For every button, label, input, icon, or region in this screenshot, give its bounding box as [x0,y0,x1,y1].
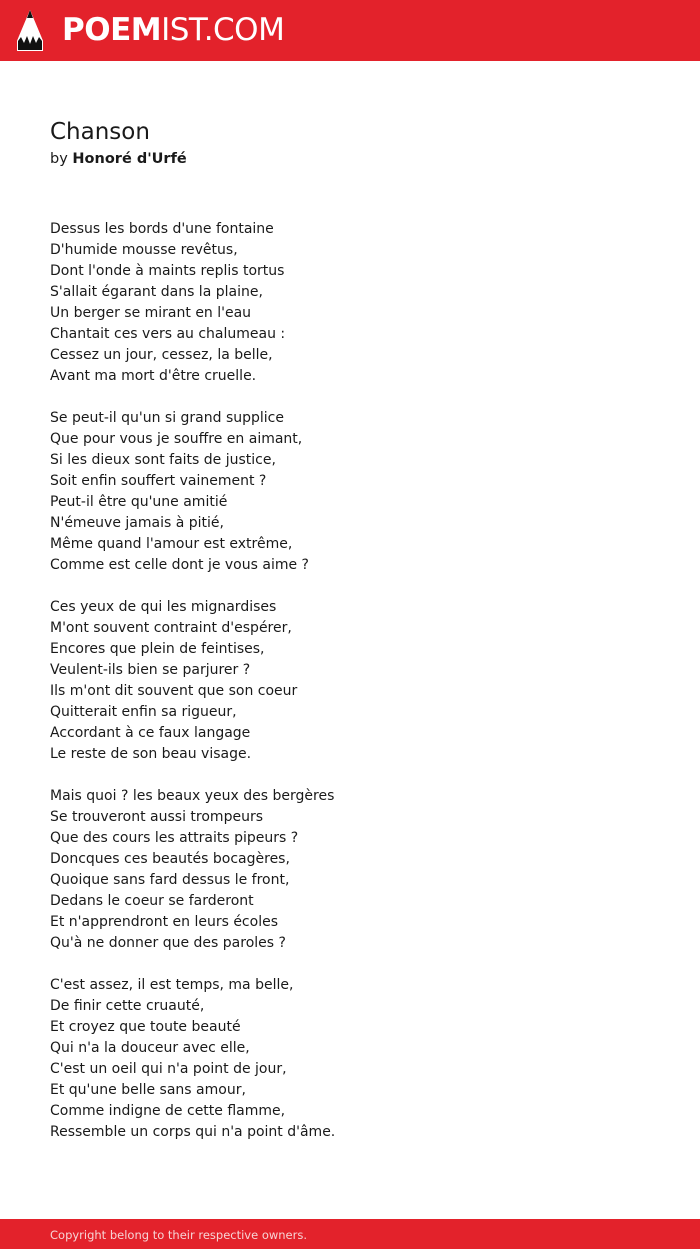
poem-line: Dont l'onde à maints replis tortus [50,263,285,279]
poem-line: Même quand l'amour est extrême, [50,536,293,552]
poem-line: S'allait égarant dans la plaine, [50,284,263,300]
poem-line: C'est assez, il est temps, ma belle, [50,977,294,993]
poem-stanza [50,219,670,387]
poem-line: Quoique sans fard dessus le front, [50,872,290,888]
poem-line: Comme indigne de cette flamme, [50,1103,286,1119]
poem-line: Mais quoi ? les beaux yeux des bergères [50,788,335,804]
poem-author: Honoré d'Urfé [72,151,187,167]
poem-line: Accordant à ce faux langage [50,725,251,741]
poem-line: Qui n'a la douceur avec elle, [50,1040,250,1056]
poem-line: Doncques ces beautés bocagères, [50,851,290,867]
brand-light: IST.COM [161,12,285,48]
site-header [0,0,700,61]
poem-body [50,219,670,1164]
poem-line: De finir cette cruauté, [50,998,205,1014]
poem-line: Ils m'ont dit souvent que son coeur [50,683,298,699]
poem-line: Peut-il être qu'une amitié [50,494,228,510]
poem-line: Si les dieux sont faits de justice, [50,452,276,468]
poem-line: Encores que plein de feintises, [50,641,265,657]
poem-line: N'émeuve jamais à pitié, [50,515,224,531]
poem-line: Soit enfin souffert vainement ? [50,473,267,489]
poem-line: Que des cours les attraits pipeurs ? [50,830,299,846]
by-label: by [50,151,68,167]
poem-line: Et qu'une belle sans amour, [50,1082,246,1098]
poem-line: Se trouveront aussi trompeurs [50,809,263,825]
copyright-text: Copyright belong to their respective owners. [50,1228,308,1242]
poem-stanza [50,408,670,576]
site-footer [0,1219,700,1249]
poem-line: Le reste de son beau visage. [50,746,252,762]
pencil-tip-icon[interactable] [16,9,44,52]
poem-line: Un berger se mirant en l'eau [50,305,252,321]
poem-byline [50,149,187,169]
poem-line: D'humide mousse revêtus, [50,242,238,258]
poem-line: Comme est celle dont je vous aime ? [50,557,309,573]
poem-line: Et croyez que toute beauté [50,1019,241,1035]
poem-line: Se peut-il qu'un si grand supplice [50,410,284,426]
poem-line: Et n'apprendront en leurs écoles [50,914,278,930]
poem-line: Qu'à ne donner que des paroles ? [50,935,286,951]
poem-title: Chanson [50,119,150,145]
site-logo-link[interactable] [62,12,284,48]
poem-line: Chantait ces vers au chalumeau : [50,326,286,342]
poem-line: Dessus les bords d'une fontaine [50,221,274,237]
poem-line: Quitterait enfin sa rigueur, [50,704,237,720]
poem-line: Veulent-ils bien se parjurer ? [50,662,251,678]
poem-line: Ces yeux de qui les mignardises [50,599,277,615]
poem-line: C'est un oeil qui n'a point de jour, [50,1061,287,1077]
poem-line: Avant ma mort d'être cruelle. [50,368,257,384]
poem-line: Cessez un jour, cessez, la belle, [50,347,273,363]
poem-stanza [50,597,670,765]
poem-line: M'ont souvent contraint d'espérer, [50,620,292,636]
poem-line: Ressemble un corps qui n'a point d'âme. [50,1124,336,1140]
poem-stanza [50,975,670,1143]
poem-line: Dedans le coeur se farderont [50,893,254,909]
poem-line: Que pour vous je souffre en aimant, [50,431,303,447]
poem-stanza [50,786,670,954]
brand-bold: POEM [62,12,162,48]
